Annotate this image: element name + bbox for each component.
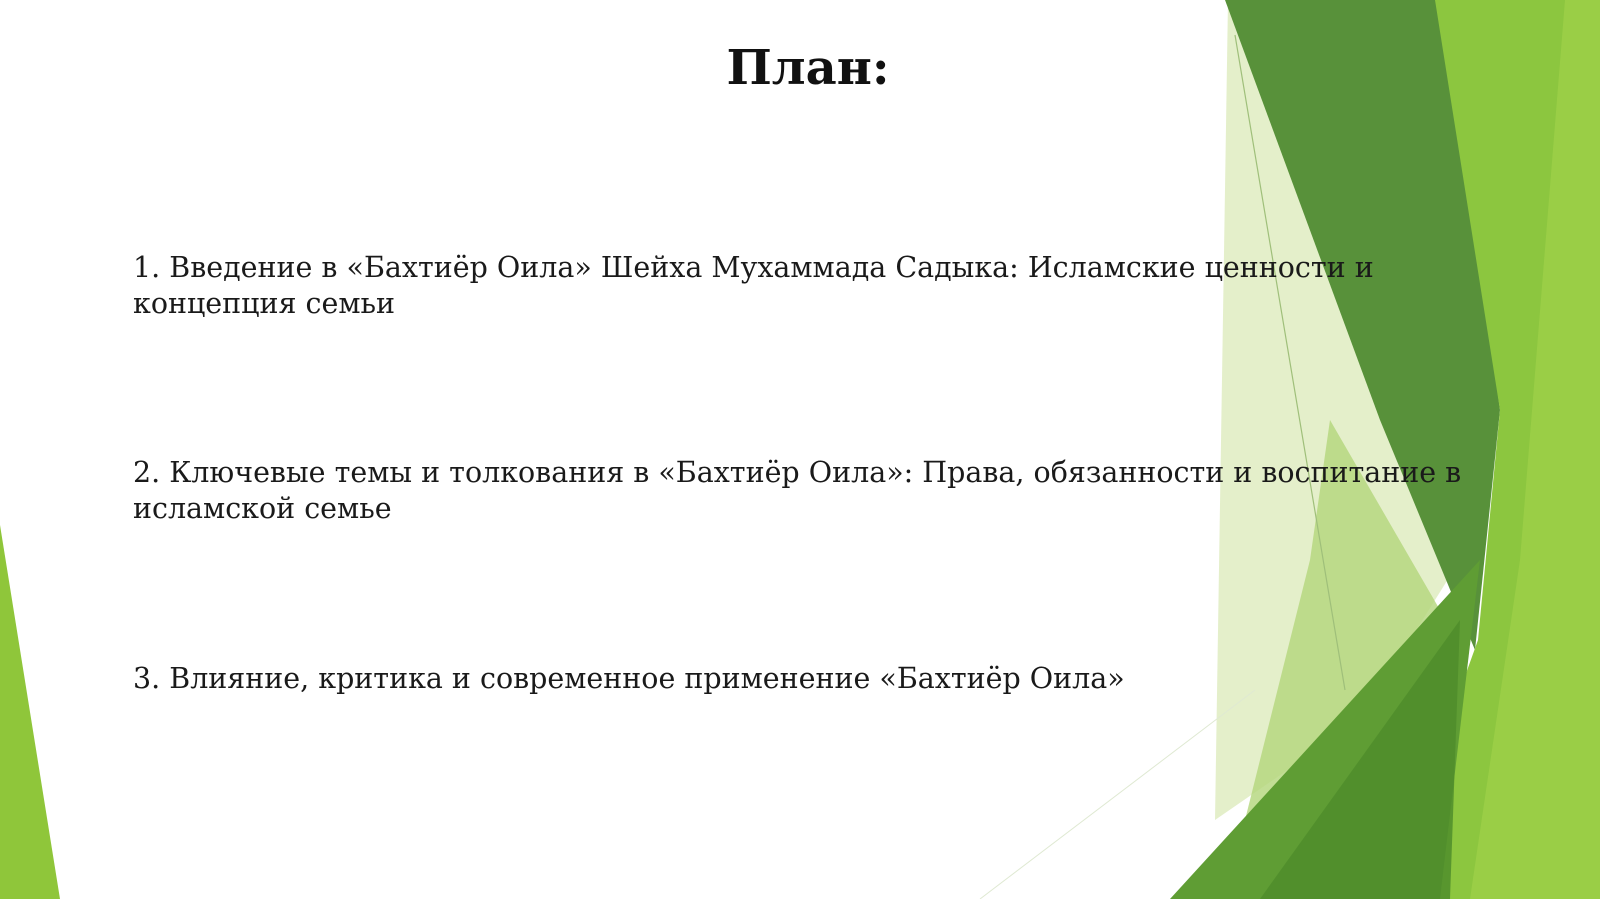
slide-title: План: — [726, 40, 890, 96]
left-green-sliver — [0, 525, 60, 899]
plan-item-3: 3. Влияние, критика и современное применение «Бахтиёр Оила» — [133, 662, 1125, 695]
plan-item-2: 2. Ключевые темы и толкования в «Бахтиёр Оила»: Права, обязанности и воспитание в исламской семье — [133, 456, 1462, 525]
plan-item-1: 1. Введение в «Бахтиёр Оила» Шейха Мухаммада Садыка: Исламские ценности и концепция семьи — [133, 251, 1374, 320]
